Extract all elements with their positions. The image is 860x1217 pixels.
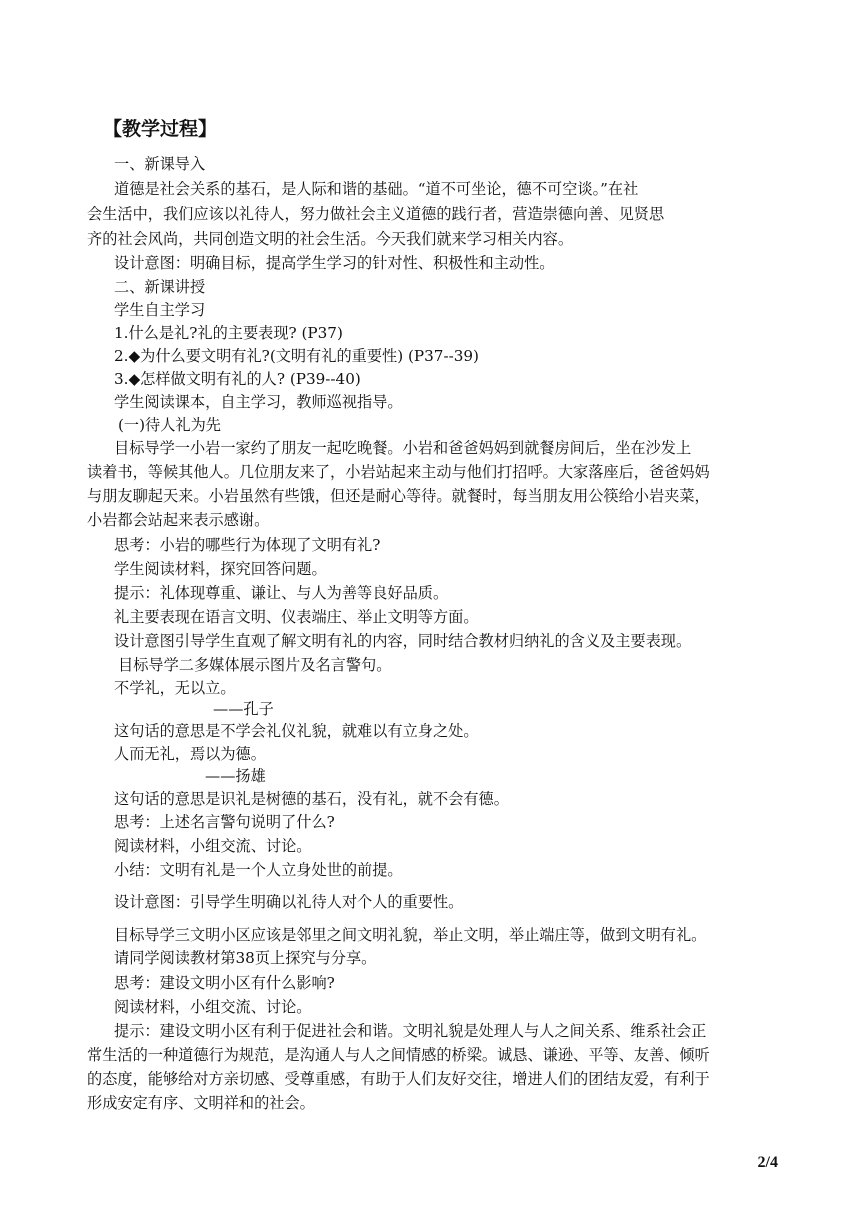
text-line: 目标导学三文明小区应该是邻里之间文明礼貌，举止文明，举止端庄等，做到文明有礼。 [114, 926, 707, 944]
text-line: 道德是社会关系的基石，是人际和谐的基础。“道不可坐论，德不可空谈。”在社 [114, 180, 639, 198]
text-line: 设计意图：明确目标，提高学生学习的针对性、积极性和主动性。 [114, 254, 555, 272]
text-line: 3.◆怎样做文明有礼的人? (P39--40) [114, 370, 361, 388]
text-line: 目标导学二多媒体展示图片及名言警句。 [118, 656, 392, 674]
text-line: 设计意图引导学生直观了解文明有礼的内容，同时结合教材归纳礼的含义及主要表现。 [114, 632, 692, 650]
text-line: 形成安定有序、文明祥和的社会。 [87, 1094, 315, 1112]
text-line: 小岩都会站起来表示感谢。 [87, 511, 270, 529]
text-line: 2.◆为什么要文明有礼?(文明有礼的重要性) (P37--39) [114, 347, 479, 365]
text-line: 二、新课讲授 [114, 278, 206, 296]
text-line: 请同学阅读教材第38页上探究与分享。 [114, 949, 377, 967]
page-number: 2/4 [757, 1154, 778, 1171]
text-line: (一)待人礼为先 [118, 416, 221, 434]
text-line: 阅读材料，小组交流、讨论。 [114, 837, 312, 855]
text-line: 的态度，能够给对方亲切感、受尊重感，有助于人们友好交往，增进人们的团结友爱，有利于 [87, 1070, 710, 1088]
section-heading: 【教学过程】 [103, 118, 218, 140]
text-line: 目标导学一小岩一家约了朋友一起吃晚餐。小岩和爸爸妈妈到就餐房间后，坐在沙发上 [114, 439, 692, 457]
text-line: 常生活的一种道德行为规范，是沟通人与人之间情感的桥梁。诚恳、谦逊、平等、友善、倾听 [87, 1046, 710, 1064]
text-line: 思考：建设文明小区有什么影响? [114, 974, 335, 992]
text-line: 学生阅读课本，自主学习，教师巡视指导。 [114, 393, 403, 411]
text-line: 读着书，等候其他人。几位朋友来了，小岩站起来主动与他们打招呼。大家落座后，爸爸妈妈 [87, 463, 710, 481]
quote-attribution: ——孔子 [213, 700, 274, 718]
text-line: 提示：建设文明小区有利于促进社会和谐。文明礼貌是处理人与人之间关系、维系社会正 [114, 1022, 707, 1040]
text-line: 思考：小岩的哪些行为体现了文明有礼? [114, 536, 381, 554]
text-line: 会生活中，我们应该以礼待人，努力做社会主义道德的践行者，营造崇德向善、见贤思 [87, 205, 665, 223]
text-line: 这句话的意思是识礼是树德的基石，没有礼，就不会有德。 [114, 790, 509, 808]
text-line: 礼主要表现在语言文明、仪表端庄、举止文明等方面。 [114, 608, 479, 626]
quote-attribution: ——扬雄 [205, 767, 266, 785]
text-line: 提示：礼体现尊重、谦让、与人为善等良好品质。 [114, 584, 449, 602]
text-line: 齐的社会风尚，共同创造文明的社会生活。今天我们就来学习相关内容。 [87, 230, 573, 248]
text-line: 小结：文明有礼是一个人立身处世的前提。 [114, 861, 403, 879]
text-line: 与朋友聊起天来。小岩虽然有些饿，但还是耐心等待。就餐时，每当朋友用公筷给小岩夹菜， [87, 487, 710, 505]
text-line: 思考：上述名言警句说明了什么? [114, 813, 335, 831]
text-line: 1.什么是礼?礼的主要表现? (P37) [114, 324, 343, 342]
text-line: 不学礼，无以立。 [114, 679, 236, 697]
text-line: 一、新课导入 [114, 155, 206, 173]
text-line: 人而无礼，焉以为德。 [114, 745, 266, 763]
text-line: 学生自主学习 [114, 301, 206, 319]
text-line: 学生阅读材料，探究回答问题。 [114, 560, 327, 578]
text-line: 这句话的意思是不学会礼仪礼貌，就难以有立身之处。 [114, 722, 479, 740]
text-line: 设计意图：引导学生明确以礼待人对个人的重要性。 [114, 893, 464, 911]
text-line: 阅读材料，小组交流、讨论。 [114, 998, 312, 1016]
